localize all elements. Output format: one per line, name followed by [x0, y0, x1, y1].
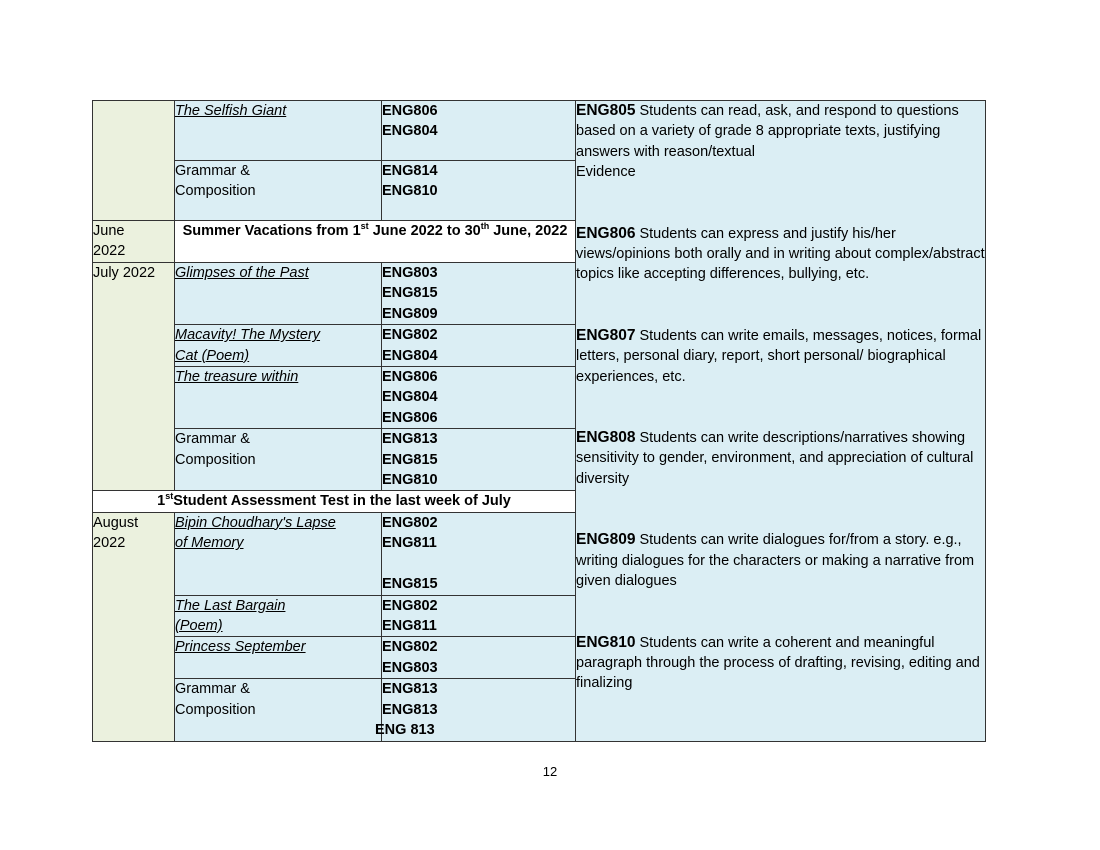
outcome-code: ENG815 [382, 451, 438, 468]
code-cell [382, 263, 576, 325]
outcome-code: ENG 813 [375, 721, 435, 738]
outcome-code: ENG804 [382, 123, 438, 140]
lesson-title: The Selfish Giant [175, 103, 287, 119]
banner-sup: st [165, 491, 174, 502]
month-cell [93, 512, 175, 741]
outcome-code [382, 554, 575, 574]
month-label: 2022 [93, 243, 126, 260]
lesson-cell [175, 429, 382, 491]
banner-text: Student Assessment Test in the last week of July [173, 493, 511, 510]
banner-sup: st [360, 221, 369, 232]
outcome-block [576, 530, 985, 591]
month-label: June [93, 223, 125, 239]
outcome-code: ENG802 [382, 639, 438, 656]
lesson-cell [175, 101, 382, 161]
outcome-code: ENG814 [382, 163, 438, 179]
banner-text: June, 2022 [489, 223, 568, 239]
month-cell [93, 263, 175, 491]
code-cell [382, 161, 576, 221]
outcome-block [576, 428, 985, 489]
lesson-title: Princess September [175, 639, 306, 656]
outcome-block [576, 326, 985, 387]
outcome-code-label: ENG807 [576, 326, 636, 344]
lesson-text: Composition [175, 183, 256, 200]
code-cell [375, 679, 576, 742]
vacation-banner [175, 221, 576, 263]
curriculum-table [92, 100, 986, 742]
outcome-code: ENG802 [382, 514, 438, 531]
code-cell [382, 637, 576, 679]
lesson-cell [175, 263, 382, 325]
month-cell-empty [93, 101, 175, 221]
month-label: 2022 [93, 535, 126, 552]
banner-text: Summer Vacations from 1 [182, 223, 361, 239]
outcome-block [576, 101, 985, 183]
month-label: July 2022 [93, 265, 156, 281]
month-cell [93, 221, 175, 263]
lesson-cell [175, 161, 382, 221]
month-label: August [93, 514, 139, 531]
lesson-title: Glimpses of the Past [175, 265, 309, 281]
outcome-text: Students can write a coherent and meaningful paragraph through the process of drafting, revising, editing and finalizing [576, 634, 980, 692]
lesson-title: Bipin Choudhary's Lapse [175, 514, 336, 531]
table-row [93, 101, 986, 161]
outcome-code: ENG810 [382, 183, 438, 200]
code-cell [382, 367, 576, 429]
code-cell [382, 429, 576, 491]
banner-text: 1 [157, 493, 166, 510]
outcome-code: ENG813 [382, 431, 438, 448]
code-cell [382, 101, 576, 161]
outcome-text: Students can read, ask, and respond to questions based on a variety of grade 8 appropriate texts, justifying answers with reason/textual [576, 103, 959, 160]
outcome-code-label: ENG806 [576, 224, 636, 242]
outcome-code: ENG810 [382, 472, 438, 489]
outcome-code: ENG806 [382, 103, 438, 119]
outcome-text: Students can write descriptions/narratives showing sensitivity to gender, environment, and appreciation of cultural diversity [576, 430, 974, 487]
lesson-text: Grammar & [175, 681, 250, 698]
banner-sup: th [480, 221, 490, 232]
lesson-title: of Memory [175, 535, 244, 552]
lesson-cell [175, 325, 382, 367]
outcome-code: ENG804 [382, 347, 438, 364]
lesson-cell [175, 679, 382, 742]
outcome-code: ENG815 [382, 576, 438, 593]
lesson-cell [175, 367, 382, 429]
outcome-text: Students can write emails, messages, notices, formal letters, personal diary, report, short personal/ biographical experiences, etc. [576, 327, 982, 385]
outcome-code: ENG811 [382, 617, 437, 634]
outcome-code-label: ENG810 [576, 633, 636, 651]
lesson-cell [175, 512, 382, 595]
outcome-block [576, 633, 985, 694]
outcome-code: ENG811 [382, 535, 437, 552]
outcome-code: ENG804 [382, 389, 438, 406]
lesson-text: Grammar & [175, 163, 250, 179]
outcome-code: ENG809 [382, 305, 438, 322]
learning-outcomes-cell [576, 101, 986, 742]
assessment-banner [93, 491, 576, 512]
outcome-code: ENG815 [382, 285, 438, 302]
outcome-code: ENG813 [382, 681, 438, 698]
lesson-title: (Poem) [175, 617, 223, 634]
lesson-cell [175, 595, 382, 637]
lesson-title: The treasure within [175, 369, 299, 386]
outcome-code: ENG806 [382, 409, 438, 426]
outcome-text: Students can express and justify his/her views/opinions both orally and in writing about complex/abstract topics like accepting differences, bullying, etc. [576, 225, 985, 283]
lesson-title: Cat (Poem) [175, 347, 250, 364]
code-cell [382, 595, 576, 637]
outcome-code-label: ENG809 [576, 531, 636, 549]
lesson-text: Composition [175, 451, 256, 468]
lesson-cell [175, 637, 382, 679]
code-cell [382, 325, 576, 367]
outcome-code: ENG806 [382, 369, 438, 386]
page-number: 12 [542, 764, 558, 779]
lesson-text: Grammar & [175, 431, 250, 448]
code-cell [382, 512, 576, 595]
outcome-code-label: ENG808 [576, 429, 636, 447]
outcome-code: ENG803 [382, 265, 438, 281]
outcome-code: ENG802 [382, 327, 438, 344]
outcome-text: Students can write dialogues for/from a story. e.g., writing dialogues for the characters or making a narrative from given dialogues [576, 532, 975, 590]
lesson-text: Composition [175, 701, 256, 718]
lesson-title: The Last Bargain [175, 597, 286, 614]
outcome-block [576, 224, 985, 285]
outcome-text-extra: Evidence [576, 164, 636, 181]
outcome-code-label: ENG805 [576, 102, 636, 119]
outcome-code: ENG813 [382, 701, 438, 718]
outcome-code: ENG803 [382, 659, 438, 676]
lesson-title: Macavity! The Mystery [175, 327, 321, 344]
outcome-code: ENG802 [382, 597, 438, 614]
banner-text: June 2022 to 30 [368, 223, 481, 239]
